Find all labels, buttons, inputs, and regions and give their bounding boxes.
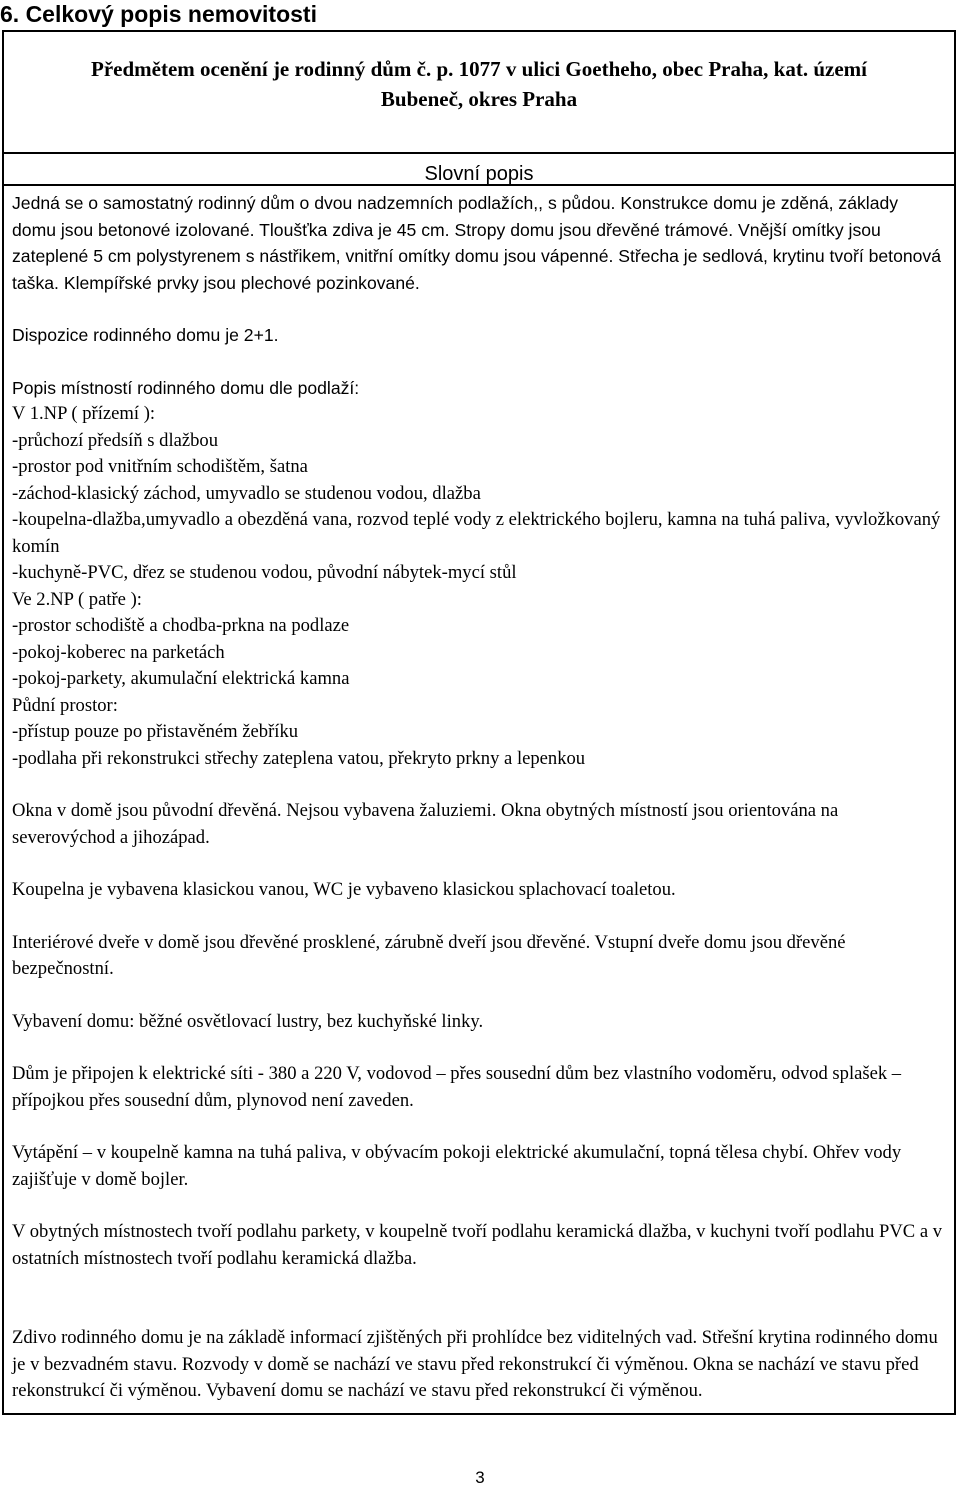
room-line: Půdní prostor: (12, 694, 118, 716)
description-content (4, 186, 954, 1413)
subject-line-1: Předmětem ocenění je rodinný dům č. p. 1077 v ulici Goetheho, obec Praha, kat. území (91, 57, 867, 81)
room-line: -koupelna-dlažba,umyvadlo a obezděná vana, rozvod teplé vody z elektrického bojleru, kamna na tuhá paliva, vyvložkovaný komín (12, 509, 941, 557)
room-line: -průchozí předsíň s dlažbou (12, 429, 219, 451)
bathroom-paragraph: Koupelna je vybavena klasickou vanou, WC je vybaveno klasickou splachovací toaletou. (12, 879, 676, 900)
subject-line-2: Bubeneč, okres Praha (380, 87, 578, 111)
valuation-subject (4, 32, 954, 154)
description-box (2, 30, 956, 1415)
room-line: -pokoj-koberec na parketách (12, 641, 225, 663)
room-line: -přístup pouze po přistavěném žebříku (12, 721, 299, 742)
section-heading: 6. Celkový popis nemovitosti (0, 1, 317, 27)
rooms-intro: Popis místností rodinného domu dle podlaží: (12, 377, 360, 398)
utilities-paragraph: Dům je připojen k elektrické síti - 380 a 220 V, vodovod – přes sousední dům bez vlastního vodoměru, odvod splašek – přípojkou přes sousední dům, plynovod není zaveden. (12, 1063, 902, 1111)
page-number: 3 (475, 1468, 485, 1487)
windows-paragraph: Okna v domě jsou původní dřevěná. Nejsou vybavena žaluziemi. Okna obytných místností jsou orientována na severovýchod a jihozápad. (12, 800, 839, 848)
heating-paragraph: Vytápění – v koupelně kamna na tuhá paliva, v obývacím pokoji elektrické akumulační, topná tělesa chybí. Ohřev vody zajišťuje v domě bojler. (12, 1142, 902, 1190)
room-line: -podlaha při rekonstrukci střechy zateplena vatou, překryto prkny a lepenkou (12, 747, 586, 769)
condition-paragraph: Zdivo rodinného domu je na základě informací zjištěných při prohlídce bez viditelných vad. Střešní krytina rodinného domu je v bezvadném stavu. Rozvody v domě se nachází ve stavu před rekonstrukcí či výměnou. Okna se nachází ve stavu před rekonstrukcí či výměnou. Vybavení domu se nachází ve stavu před rekonstrukcí či výměnou. (12, 1327, 938, 1401)
room-line: -kuchyně-PVC, dřez se studenou vodou, původní nábytek-mycí stůl (12, 562, 517, 583)
room-line: -prostor pod vnitřním schodištěm, šatna (12, 456, 308, 477)
room-line: -pokoj-parkety, akumulační elektrická kamna (12, 668, 350, 689)
room-line: V 1.NP ( přízemí ): (12, 403, 156, 424)
floors-paragraph: V obytných místnostech tvoří podlahu parkety, v koupelně tvoří podlahu keramická dlažba, v kuchyni tvoří podlahu PVC a v ostatních místnostech tvoří podlahu keramická dlažba. (12, 1221, 943, 1269)
construction-paragraph: Jedná se o samostatný rodinný dům o dvou nadzemních podlažích,, s půdou. Konstrukce domu je zděná, základy domu jsou betonové izolované. Tloušťka zdiva je 45 cm. Stropy domu jsou dřevěné trámové. Vnější omítky jsou zateplené 5 cm polystyrenem s nástřikem, vnitřní omítky domu jsou vápenné. Střecha je sedlová, krytinu tvoří betonová taška. Klempířské prvky jsou plechové pozinkované. (12, 193, 942, 293)
room-line: -prostor schodiště a chodba-prkna na podlaze (12, 615, 350, 636)
section-title: Slovní popis (4, 154, 954, 186)
doors-paragraph: Interiérové dveře v domě jsou dřevěné prosklené, zárubně dveří jsou dřevěné. Vstupní dveře domu jsou dřevěné bezpečnostní. (12, 931, 846, 979)
room-line: -záchod-klasický záchod, umyvadlo se studenou vodou, dlažba (12, 482, 481, 504)
equipment-paragraph: Vybavení domu: běžné osvětlovací lustry, bez kuchyňské linky. (12, 1010, 484, 1032)
room-line: Ve 2.NP ( patře ): (12, 588, 142, 610)
layout-paragraph: Dispozice rodinného domu je 2+1. (12, 325, 279, 345)
